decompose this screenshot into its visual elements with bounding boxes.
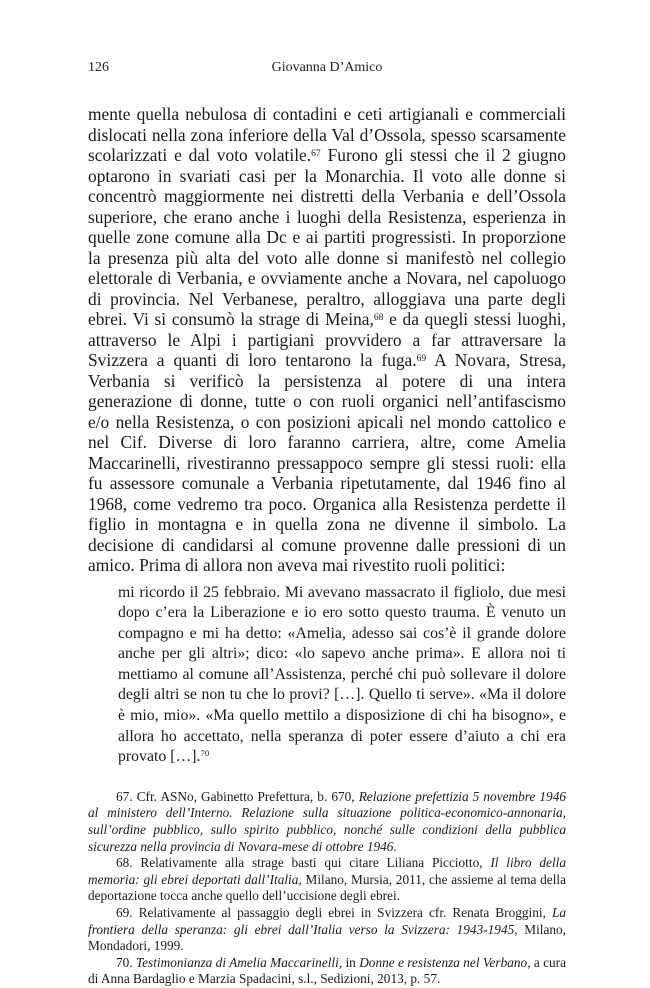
footnote-67: 67. Cfr. ASNo, Gabinetto Prefettura, b. 670, Relazione prefettizia 5 novembre 1946 al ministero dell’Interno. Relazione sulla situazione politica-economico-annonaria, sull’ordine pubblico, sullo spirito pubblico, nonché sulle condizioni della pubblica sicurezza nella provincia di Novara-mese di ottobre 1946. (88, 788, 567, 854)
footnotes (88, 789, 566, 988)
footnote-ref-68[interactable]: 68 (373, 311, 384, 323)
footnote-title: Il libro della memoria: gli ebrei deportati dall’Italia (88, 855, 566, 887)
footnote-title: La frontiera della speranza: gli ebrei dall’Italia verso la Svizzera: 1943-1945 (88, 905, 566, 937)
running-head-author: Giovanna D’Amico (271, 60, 383, 75)
main-text (88, 104, 566, 988)
footnote-ref-69[interactable]: 69 (416, 352, 427, 364)
footnote-title: Testimonianza di Amelia Maccarinelli (135, 954, 339, 970)
footnote-ref-70[interactable]: 70 (200, 748, 210, 759)
footnote-ref-67[interactable]: 67 (311, 147, 321, 159)
body-paragraph: mente quella nebulosa di contadini e ceti artigianali e commerciali dislocati nella zona inferiore della Val d’Ossola, spesso scarsamente scolarizzati e dal voto volatile.$^{67}$ Furono gli stessi che il 2 giugno optarono in svariati casi per la Monarchia. Il voto alle donne si concentrò maggiormente nei distretti della Verbania e dell’Ossola superiore, che erano anche i luoghi della Resistenza, esperienza in quelle zone comune alla Dc e ai partiti progressisti. In proporzione la presenza più alta del voto alle donne si manifestò nel collegio elettorale di Verbania, e ovviamente anche a Novara, nel capoluogo di provincia. Nel Verbanese, peraltro, alloggiava una parte degli ebrei. Vi si consumò la strage di Meina,$^{68}$ e da quegli stessi luoghi, attraverso le Alpi i partigiani provvidero a far attraversare la Svizzera a quanti di loro tentarono la fuga.$^{69}$ A Novara, Stresa, Verbania si verificò la persistenza al potere di una intera generazione di donne, tutte o con ruoli organici nell’antifascismo e/o nella Resistenza, o con posizioni apicali nel mondo cattolico e nel Cif. Diverse di loro faranno carriera, altre, come Amelia Maccarinelli, rivestiranno pressappoco sempre gli stessi ruoli: ella fu assessore comunale a Verbania ripetutamente, dal 1946 fino al 1968, come vedremo tra poco. Organica alla Resistenza perdette il figlio in montagna e in quella zona ne divenne il simbolo. La decisione di candidarsi al comune provenne dalle pressioni di un amico. Prima di allora non aveva mai rivestito ruoli politici: (88, 104, 567, 575)
footnote-69: 69. Relativamente al passaggio degli ebrei in Svizzera cfr. Renata Broggini, La frontiera della speranza: gli ebrei dall’Italia verso la Svizzera: 1943-1945, Milano, Mondadori, 1999. (88, 905, 567, 954)
block-quote: mi ricordo il 25 febbraio. Mi avevano massacrato il figliolo, due mesi dopo c’era la Liberazione e io ero sotto questo trauma. È venuto un compagno e mi ha detto: «Amelia, adesso sai cos’è il grande dolore anche per gli altri»; dico: «lo sapevo anche prima». E allora noi ti mettiamo al comune all’Assistenza, perché chi può sollevare il dolore degli altri se non tu che lo provi? […]. Quello ti serve». «Ma il dolore è mio, mio». «Ma quello mettilo a disposizione di chi ha bisogno», e allora ho accettato, nella speranza di poter essere d’aiuto a chi era provato […].$^{70}$ (118, 583, 566, 766)
footnote-title: Relazione prefettizia 5 novembre 1946 al ministero dell’Interno. Relazione sulla situazione politica-economico-annonaria, sull’ordine pubblico, sullo spirito pubblico, nonché sulle condizioni della pubblica sicurezza nella provincia di Novara-mese di ottobre 1946 (88, 788, 567, 854)
footnote-title: Donne e resistenza nel Verbano (359, 954, 528, 970)
footnote-68: 68. Relativamente alla strage basti qui citare Liliana Picciotto, Il libro della memoria: gli ebrei deportati dall’Italia, Milano, Mursia, 2011, che assieme al tema della deportazione tocca anche quello dell’uccisione degli ebrei. (88, 855, 566, 904)
page-number: 126 (88, 60, 109, 75)
footnote-70: 70. Testimonianza di Amelia Maccarinelli, in Donne e resistenza nel Verbano, a cura di Anna Bardaglio e Marzia Spadacini, s.l., Sedizioni, 2013, p. 57. (88, 954, 566, 987)
page-header (88, 60, 566, 80)
